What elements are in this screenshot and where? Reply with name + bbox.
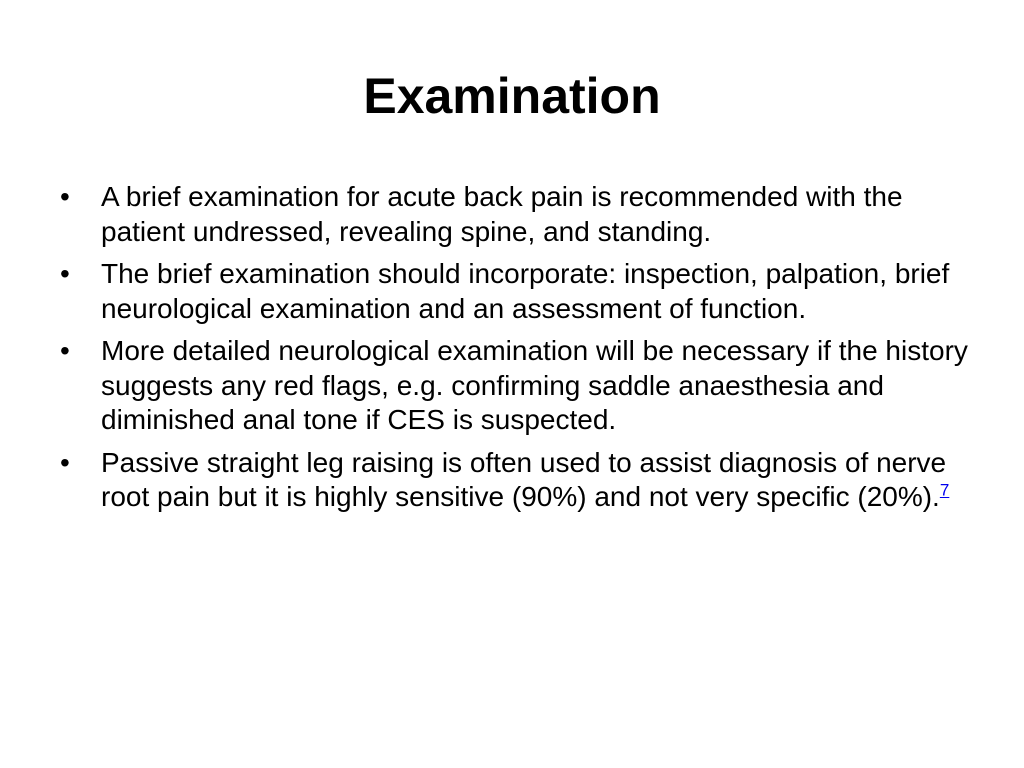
bullet-item [60,334,980,438]
bullet-item [60,257,980,326]
bullet-text: The brief examination should incorporate: inspection, palpation, brief neurological examination and an assessment of function. [101,258,950,324]
bullet-text: More detailed neurological examination will be necessary if the history suggests any red flags, e.g. confirming saddle anaesthesia and diminished anal tone if CES is suspected. [101,335,968,435]
bullet-list [60,180,980,523]
bullet-icon: • [60,335,70,366]
bullet-item [60,446,980,515]
slide-title: Examination [363,68,661,124]
bullet-text: A brief examination for acute back pain is recommended with the patient undressed, revealing spine, and standing. [101,181,903,247]
reference-link[interactable]: 7 [939,480,950,500]
bullet-text: Passive straight leg raising is often used to assist diagnosis of nerve root pain but it is highly sensitive (90%) and not very specific (20%). [101,446,947,512]
bullet-item [60,180,980,249]
bullet-icon: • [60,258,70,289]
bullet-icon: • [60,446,70,478]
bullet-icon: • [60,181,70,212]
